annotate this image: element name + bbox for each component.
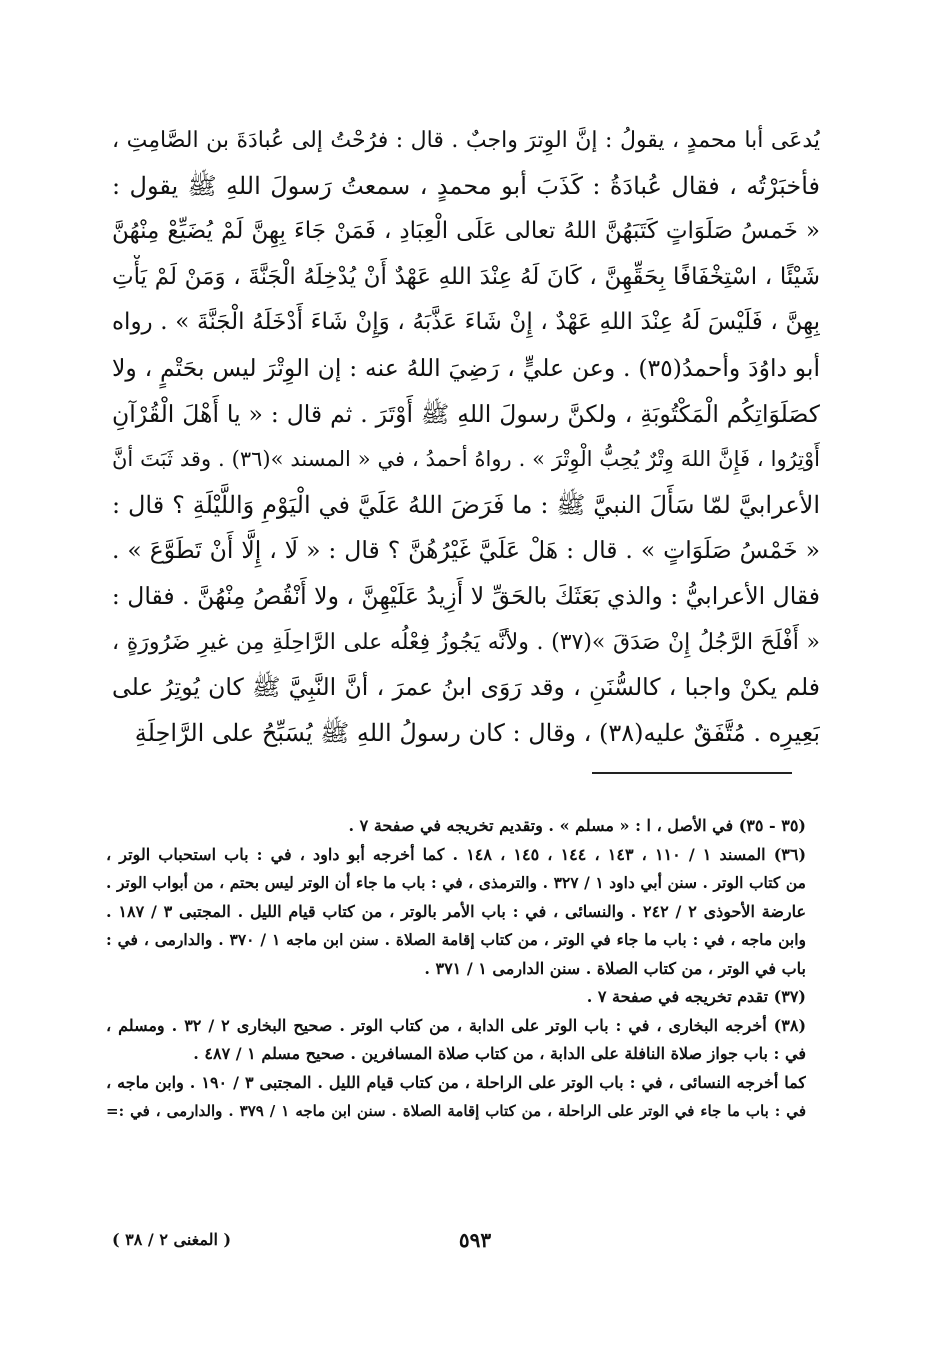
footnote-separator-rule (592, 772, 792, 774)
footnote-line: في : باب جواز صلاة النافلة على الدابة ، من كتاب صلاة المسافرين . صحيح مسلم ١ / ٤٨٧ . (193, 1044, 806, 1063)
volume-signature: ( المغنى ٢ / ٣٨ ) (112, 1230, 232, 1249)
main-text-line: الأعرابيَّ لمّا سَأَلَ النبيَّ ﷺ : ما فَرَضَ اللهُ عَلَيَّ في الْيَوْمِ وَاللَّيْلَةِ ؟ قال : (112, 490, 820, 519)
main-text-line: يُدعَى أبا محمدٍ ، يقولُ : إنَّ الوِترَ واجبٌ . قال : فرُحْتُ إلى عُبادَةَ بن الصَّامِتِ ، (112, 128, 820, 153)
footnote-line: من كتاب الوتر . سنن أبي داود ١ / ٣٢٧ . والترمذى ، في : باب ما جاء أن الوتر ليس بحتم ، من أبواب الوتر . (106, 873, 806, 892)
footnote-line: كما أخرجه النسائى ، في : باب الوتر على الراحلة ، من كتاب قيام الليل . المجتبى ٣ / ١٩٠ . وابن ماجه ، (106, 1072, 806, 1092)
footnote-line: باب في الوتر ، من كتاب الصلاة . سنن الدارمى ١ / ٣٧١ . (424, 958, 806, 978)
main-text-line: فقال الأعرابيُّ : والذي بَعَثَكَ بالحَقِّ لا أَزِيدُ عَلَيْهِنَّ ، ولا أَنْقُصُ مِنْهُنَّ . فقال : (112, 581, 820, 610)
main-text-line: أَوْتِرُوا ، فَإِنَّ اللهَ وِتْرٌ يُحِبُّ الْوِتْرَ » . رواهُ أحمدُ ، في « المسند »(٣٦) . وقد ثَبَتَ أنَّ (112, 447, 820, 472)
footnote-line: (٣٨) أخرجه البخارى ، في : باب الوتر على الدابة ، من كتاب الوتر . صحيح البخارى ٢ / ٣٢ . ومسلم ، (106, 1015, 806, 1035)
main-text-line: كصَلَوَاتِكُم الْمَكْتُوبَةِ ، ولكنَّ رسولَ اللهِ ﷺ أَوْتَرَ . ثم قال : « يا أَهْلَ الْقُرْآنِ (112, 399, 820, 428)
footnote-line: (٣٧) تقدم تخريجه في صفحة ٧ . (586, 987, 806, 1006)
main-text-line: « خَمسُ صَلَوَاتٍ كَتَبَهُنَّ اللهُ تعالى عَلَى الْعِبَادِ ، فَمَنْ جَاءَ بِهِنَّ لَمْ يُضَيِّعْ مِنْهُنَّ (112, 218, 820, 245)
main-text-block (112, 118, 820, 756)
footnote-line: (٣٦) المسند ١ / ١١٠ ، ١٤٣ ، ١٤٤ ، ١٤٥ ، ١٤٨ . كما أخرجه أبو داود ، في : باب استحباب الوتر ، (106, 844, 806, 864)
main-text-line: « أَفْلَحَ الرَّجُلُ إِنْ صَدَقَ »(٣٧) . ولأنَّه يَجُوزُ فِعْلُه على الرَّاحِلَةِ مِن غيرِ ضَرُورَةٍ ، (112, 629, 820, 655)
main-text-line: فأخبَرْتُه ، فقال عُبادَةُ : كَذَبَ أبو محمدٍ ، سمعتُ رَسولَ اللهِ ﷺ يقول : (112, 171, 820, 200)
footnotes-block (106, 812, 806, 1126)
main-text-line: فلم يكنْ واجبا ، كالسُّنَنِ ، وقد رَوَى ابنُ عمرَ ، أنَّ النَّبِيَّ ﷺ كان يُوتِرُ على (112, 673, 820, 702)
main-text-line: أبو داوُدَ وأحمدُ(٣٥) . وعن عليٍّ ، رَضِيَ اللهُ عنه : إن الوِتْرَ ليس بحَتْمٍ ، ولا (112, 353, 820, 382)
footnote-line: (٣٥ - ٣٥) في الأصل ، ا : « مسلم » . وتقديم تخريجه في صفحة ٧ . (348, 816, 806, 835)
footnote-line: عارضة الأحوذى ٢ / ٢٤٢ . والنسائى ، في : باب الأمر بالوتر ، من كتاب قيام الليل . المجتبى ٣ / ١٨٧ . (106, 901, 806, 921)
main-text-line: شَيْئًا ، اسْتِخْفَافًا بِحَقِّهِنَّ ، كَانَ لَهُ عِنْدَ اللهِ عَهْدٌ أَنْ يُدْخِلَهُ الْجَنَّةَ ، وَمَنْ لَمْ يَأْتِ (112, 263, 820, 290)
main-text-line: بِهِنَّ ، فَلَيْسَ لَهُ عِنْدَ اللهِ عَهْدٌ ، إِنْ شَاءَ عَذَّبَهُ ، وَإِنْ شَاءَ أَدْخَلَهُ الْجَنَّةَ » . رواه (112, 309, 820, 336)
main-text-line: بَعِيرِه . مُتَّفَقٌ عليه(٣٨) ، وقال : كان رسولُ اللهِ ﷺ يُسَبِّحُ على الرَّاحِلَةِ (134, 718, 820, 747)
page-number: ٥٩٣ (458, 1228, 492, 1252)
main-text-line: « خَمْسُ صَلَوَاتٍ » . قال : هَلْ عَلَيَّ غَيْرُهُنَّ ؟ قال : « لَا ، إِلَّا أَنْ تَطَوَّعَ » . (112, 536, 820, 565)
footnote-line: في : باب ما جاء في الوتر على الراحلة ، من كتاب إقامة الصلاة . سنن ابن ماجه ١ / ٣٧٩ . والدارمى ، في := (106, 1102, 806, 1120)
footnote-line: وابن ماجه ، في : باب ما جاء في الوتر ، من كتاب إقامة الصلاة . سنن ابن ماجه ١ / ٣٧٠ . والدارمى ، في : (106, 930, 806, 949)
